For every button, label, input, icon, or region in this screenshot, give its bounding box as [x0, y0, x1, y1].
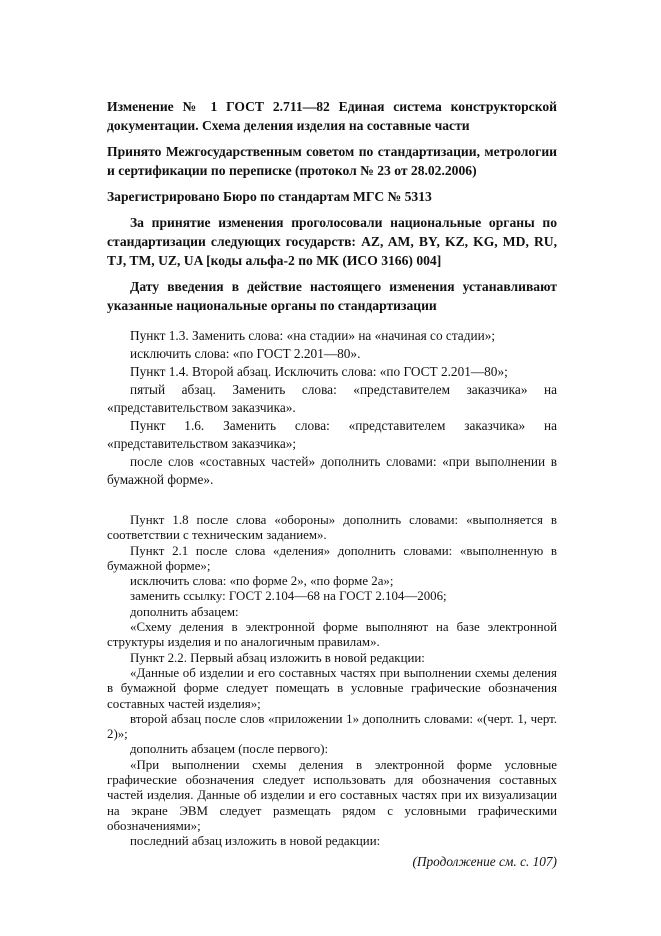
registration-note: Зарегистрировано Бюро по стандартам МГС № 5313: [107, 189, 432, 204]
continuation-note: (Продолжение см. с. 107): [412, 853, 557, 869]
paragraph: Пункт 1.3. Заменить слова: «на стадии» на «начиная со стадии»;: [130, 328, 496, 343]
paragraph: второй абзац после слов «приложении 1» дополнить словами: «(черт. 1, черт. 2)»;: [107, 711, 557, 742]
paragraph: после слов «составных частей» дополнить словами: «при выполнении в бумажной форме».: [107, 454, 557, 487]
adoption-note: Принято Межгосударственным советом по стандартизации, метрологии и сертификации по переписке (протокол № 23 от 28.02.2006): [107, 144, 557, 178]
amendment-items-group-1: [107, 327, 557, 489]
paragraph: последний абзац изложить в новой редакции:: [130, 834, 381, 849]
paragraph: Пункт 2.1 после слова «деления» дополнить словами: «выполненную в бумажной форме»;: [107, 543, 557, 573]
amendment-title: Изменение № 1 ГОСТ 2.711—82 Единая система конструкторской документации. Схема деления изделия на составные части: [107, 99, 557, 133]
paragraph: «Схему деления в электронной форме выполняют на базе электронной структуры изделия и по аналогичным правилам».: [107, 620, 557, 650]
amendment-items-group-2: [107, 513, 557, 850]
voting-note: За принятие изменения проголосовали национальные органы по стандартизации следующих государств: AZ, AM, BY, KZ, KG, MD, RU, TJ, TM, UZ, UA [коды альфа-2 по МК (ИСО 3166) 004]: [107, 215, 557, 268]
paragraph: пятый абзац. Заменить слова: «представителем заказчика» на «представительством заказчика».: [107, 382, 557, 415]
paragraph: «При выполнении схемы деления в электронной форме условные графические обозначения следует использовать для обозначения составных частей изделия. Данные об изделии и его составных частях при их визуализации на экране ЭВМ следует размещать рядом с условными графическими обозначениями»;: [107, 757, 557, 833]
paragraph: заменить ссылку: ГОСТ 2.104—68 на ГОСТ 2.104—2006;: [130, 589, 447, 604]
paragraph: дополнить абзацем (после первого):: [130, 742, 329, 757]
paragraph: исключить слова: «по форме 2», «по форме 2а»;: [130, 574, 394, 589]
paragraph: дополнить абзацем:: [130, 604, 239, 619]
effective-date-note: Дату введения в действие настоящего изменения устанавливают указанные национальные органы по стандартизации: [107, 279, 557, 313]
document-page: [107, 97, 557, 884]
paragraph: Пункт 1.4. Второй абзац. Исключить слова: «по ГОСТ 2.201—80»;: [130, 364, 508, 379]
paragraph: Пункт 1.6. Заменить слова: «представителем заказчика» на «представительством заказчика»;: [107, 418, 557, 451]
paragraph: исключить слова: «по ГОСТ 2.201—80».: [130, 346, 361, 361]
paragraph: «Данные об изделии и его составных частях при выполнении схемы деления в бумажной форме следует помещать в условные графические обозначения составных частей изделия»;: [107, 665, 557, 711]
paragraph: Пункт 1.8 после слова «обороны» дополнить словами: «выполняется в соответствии с техническим заданием».: [107, 513, 557, 543]
paragraph: Пункт 2.2. Первый абзац изложить в новой редакции:: [130, 650, 425, 665]
